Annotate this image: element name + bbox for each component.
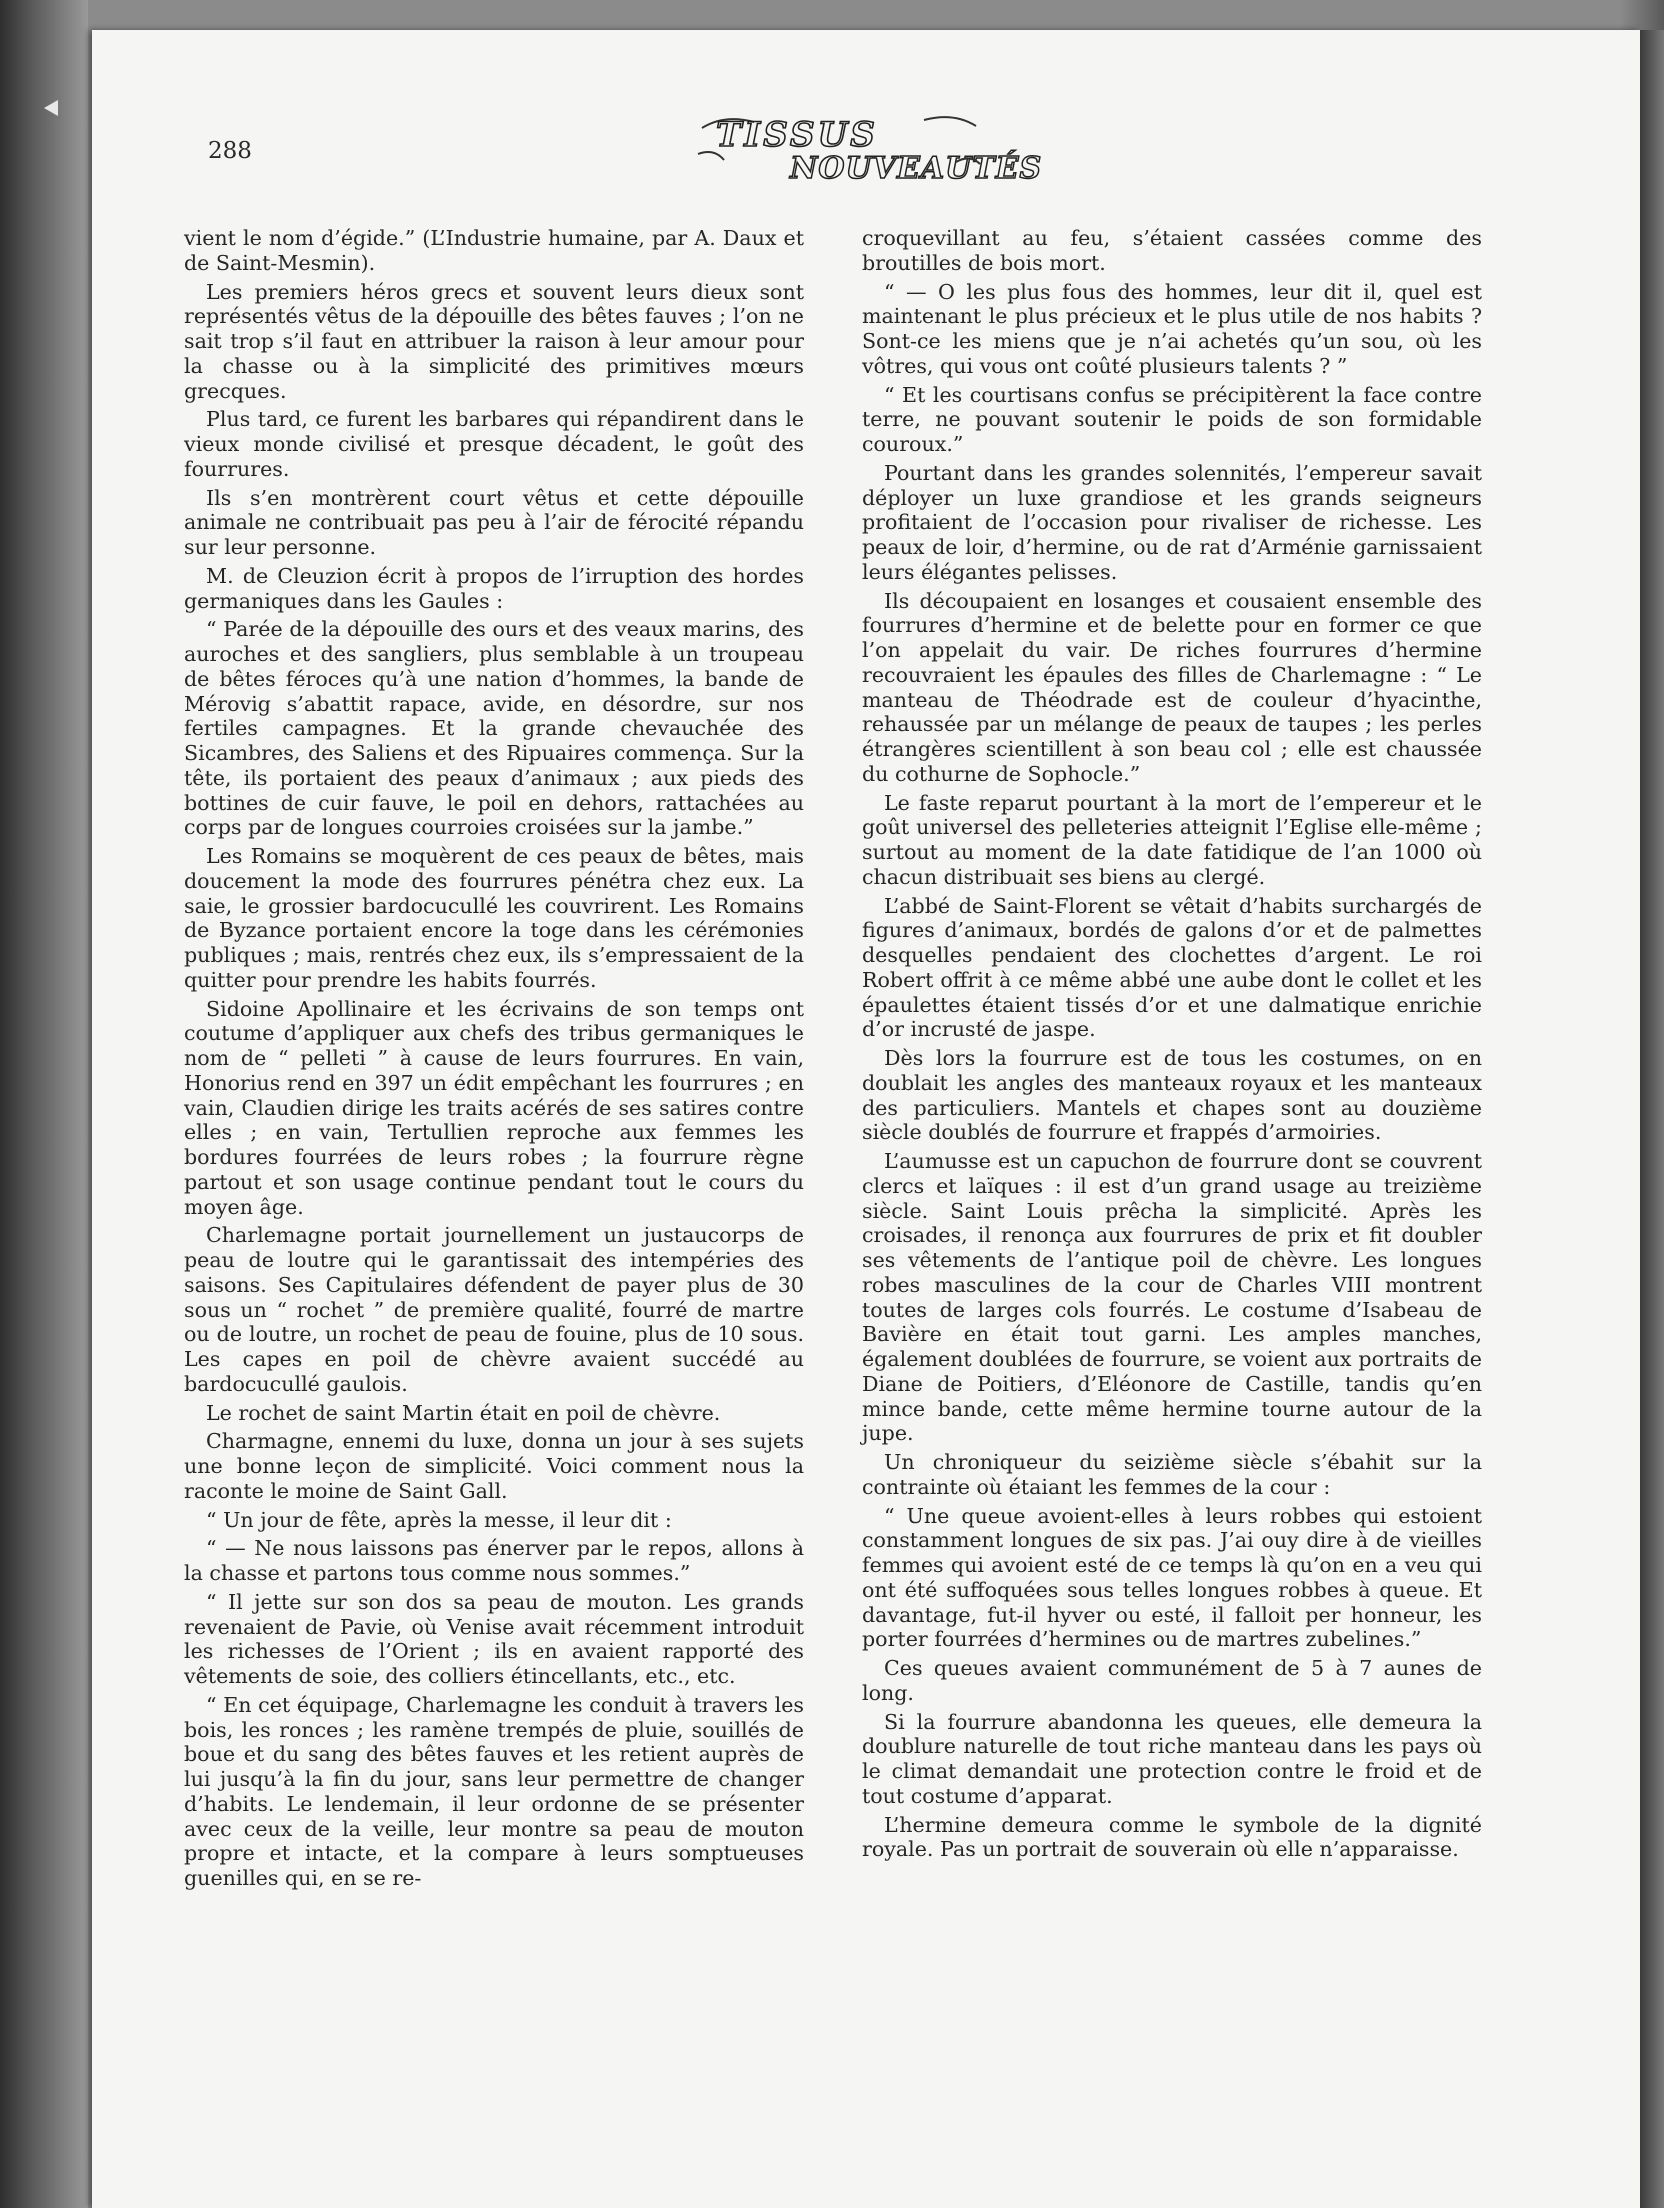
scanner-left-margin — [0, 0, 88, 2208]
paragraph: Charlemagne portait journellement un justaucorps de peau de loutre qui le garantissait des intempéries des saisons. Ses Capitulaires défendent de payer plus de 30 sous un “ rochet ” de première qualité, fourré de martre ou de loutre, un rochet de peau de fouine, plus de 10 sous. Les capes en poil de chèvre avaient succédé au bardocucullé gaulois. — [184, 1223, 804, 1396]
paragraph: Ils s’en montrèrent court vêtus et cette dépouille animale ne contribuait pas peu à l’air de férocité répandu sur leur personne. — [184, 485, 804, 559]
paragraph: L’aumusse est un capuchon de fourrure dont se couvrent clercs et laïques : il est d’un grand usage au treizième siècle. Saint Louis prêcha la simplicité. Après les croisades, il renonça aux fourrures de prix et fit doubler ses vêtements de l’antique poil de chèvre. Les longues robes masculines de la cour de Charles VIII montrent toutes de larges cols fourrés. Le costume d’Isabeau de Bavière en était tout garni. Les amples manches, également doublées de fourrure, se voient aux portraits de Diane de Poitiers, d’Eléonore de Castille, tandis qu’en mince bande, cette même hermine tourne autour de la jupe. — [862, 1149, 1482, 1446]
paragraph: “ Une queue avoient-elles à leurs robbes qui estoient constamment longues de six pas. J’ai ouy dire à de vieilles femmes qui avoient esté de ce temps là qu’on en a veu qui ont été suffoquées sous telles longues robbes à queue. Et davantage, fut-il hyver ou esté, il falloit per honneur, les porter fourrées d’hermines ou de martres zubelines.” — [862, 1503, 1482, 1652]
paragraph: “ Et les courtisans confus se précipitèrent la face contre terre, ne pouvant soutenir le poids de son formidable couroux.” — [862, 382, 1482, 456]
paragraph: “ Il jette sur son dos sa peau de mouton. Les grands revenaient de Pavie, où Venise avait récemment introduit les richesses de l’Orient ; ils en avaient rapporté des vêtements de soie, des colliers étincellants, etc., etc. — [184, 1589, 804, 1688]
paragraph: Ces queues avaient communément de 5 à 7 aunes de long. — [862, 1656, 1482, 1705]
paragraph: Charmagne, ennemi du luxe, donna un jour à ses sujets une bonne leçon de simplicité. Voici comment nous la raconte le moine de Saint Gall. — [184, 1429, 804, 1503]
masthead-line1: TISSUS — [716, 115, 878, 155]
paragraph: Dès lors la fourrure est de tous les costumes, on en doublait les angles des manteaux royaux et les manteaux des particuliers. Mantels et chapes sont au douzième siècle doublés de fourrure et frappés d’armoiries. — [862, 1046, 1482, 1145]
paragraph: vient le nom d’égide.” (L’Industrie humaine, par A. Daux et de Saint-Mesmin). — [184, 226, 804, 275]
scanner-right-edge — [1640, 30, 1664, 2208]
paragraph: Le rochet de saint Martin était en poil de chèvre. — [206, 1400, 721, 1425]
paragraph: Sidoine Apollinaire et les écrivains de son temps ont coutume d’appliquer aux chefs des tribus germaniques le nom de “ pelleti ” à cause de leurs fourrures. En vain, Honorius rend en 397 un édit empêchant les fourrures ; en vain, Claudien dirige les traits acérés de ses satires contre elles ; en vain, Tertullien reproche aux femmes les bordures fourrées de leurs robes ; la fourrure règne partout et son usage continue pendant tout le cours du moyen âge. — [184, 996, 804, 1219]
paragraph: croquevillant au feu, s’étaient cassées comme des broutilles de bois mort. — [862, 226, 1482, 275]
paragraph: “ En cet équipage, Charlemagne les conduit à travers les bois, les ronces ; les ramène trempés de pluie, souillés de boue et du sang des bêtes fauves et les retient auprès de lui jusqu’à la fin du jour, sans leur permettre de changer d’habits. Le lendemain, il leur ordonne de se présenter avec ceux de la veille, leur montre sa peau de mouton propre et intacte, et la compare à leurs somptueuses guenilles qui, en se re- — [184, 1692, 804, 1890]
paragraph: “ Parée de la dépouille des ours et des veaux marins, des auroches et des sangliers, plus semblable à un troupeau de bêtes féroces qu’à une nation d’hommes, la bande de Mérovig s’abattit rapace, avide, en désordre, sur nos fertiles campagnes. Et la grande chevauchée des Sicambres, des Saliens et des Ripuaires commença. Sur la tête, ils portaient des peaux d’animaux ; aux pieds des bottines de cuir fauve, le poil en dehors, rattachées au corps par de longues courroies croisées sur la jambe.” — [184, 617, 804, 840]
paragraph: Si la fourrure abandonna les queues, elle demeura la doublure naturelle de tout riche manteau dans les pays où le climat demandait une protection contre le froid et de tout costume d’apparat. — [862, 1709, 1482, 1808]
paragraph: Un chroniqueur du seizième siècle s’ébahit sur la contrainte où étaiant les femmes de la cour : — [862, 1450, 1482, 1499]
paragraph: Les Romains se moquèrent de ces peaux de bêtes, mais doucement la mode des fourrures pénétra chez eux. La saie, le grossier bardocucullé les couvrirent. Les Romains de Byzance portaient encore la toge dans les cérémonies publiques ; mais, rentrés chez eux, ils s’empressaient de la quitter pour prendre les habits fourrés. — [184, 844, 804, 992]
masthead-logo — [694, 108, 1043, 188]
paragraph: M. de Cleuzion écrit à propos de l’irruption des hordes germaniques dans les Gaules : — [184, 563, 804, 613]
margin-notch-mark — [44, 100, 58, 116]
paragraph: L’abbé de Saint-Florent se vêtait d’habits surchargés de figures d’animaux, bordés de galons d’or et de palmettes desquelles pendaient des clochettes d’argent. Le roi Robert offrit à ce même abbé une aube dont le collet et les épaulettes étaient tissés d’or et une dalmatique enrichie d’or incrusté de jaspe. — [862, 893, 1482, 1042]
paragraph: Plus tard, ce furent les barbares qui répandirent dans le vieux monde civilisé et presque décadent, le goût des fourrures. — [184, 407, 804, 481]
paragraph: “ Un jour de fête, après la messe, il leur dit : — [206, 1507, 672, 1532]
paragraph: Ils découpaient en losanges et cousaient ensemble des fourrures d’hermine et de belette pour en former ce que l’on appelait du vair. De riches fourrures d’hermine recouvraient les épaules des filles de Charlemagne : “ Le manteau de Théodrade est de couleur d’hyacinthe, rehaussée par un mélange de peaux de taupes ; les perles étrangères scientillent à son beau col ; elle est chaussée du cothurne de Sophocle.” — [862, 588, 1482, 786]
masthead-line2: NOUVEAUTÉS — [790, 151, 1043, 186]
paragraph: Le faste reparut pourtant à la mort de l’empereur et le goût universel des pelleteries atteignit l’Eglise elle-même ; surtout au moment de la date fatidique de l’an 1000 où chacun distribuait ses biens au clergé. — [862, 790, 1482, 889]
page-number: 288 — [208, 138, 252, 164]
text-column-left — [184, 226, 804, 1891]
paragraph: L’hermine demeura comme le symbole de la dignité royale. Pas un portrait de souverain où elle n’apparaisse. — [862, 1812, 1482, 1862]
paragraph: Pourtant dans les grandes solennités, l’empereur savait déployer un luxe grandiose et les grands seigneurs profitaient de l’occasion pour rivaliser de richesse. Les peaux de loir, d’hermine, ou de rat d’Arménie garnissaient leurs élégantes pelisses. — [862, 460, 1482, 584]
paragraph: “ — O les plus fous des hommes, leur dit il, quel est maintenant le plus précieux et le plus utile de nos habits ? Sont-ce les miens que je n’ai achetés qu’un sou, où les vôtres, qui vous ont coûté plusieurs talents ? ” — [862, 279, 1482, 378]
paragraph: “ — Ne nous laissons pas énerver par le repos, allons à la chasse et partons tous comme nous sommes.” — [184, 1536, 804, 1585]
text-column-right — [862, 226, 1482, 1862]
paragraph: Les premiers héros grecs et souvent leurs dieux sont représentés vêtus de la dépouille des bêtes fauves ; l’on ne sait trop s’il faut en attribuer la raison à leur amour pour la chasse ou à la simplicité des primitives mœurs grecques. — [184, 279, 804, 403]
